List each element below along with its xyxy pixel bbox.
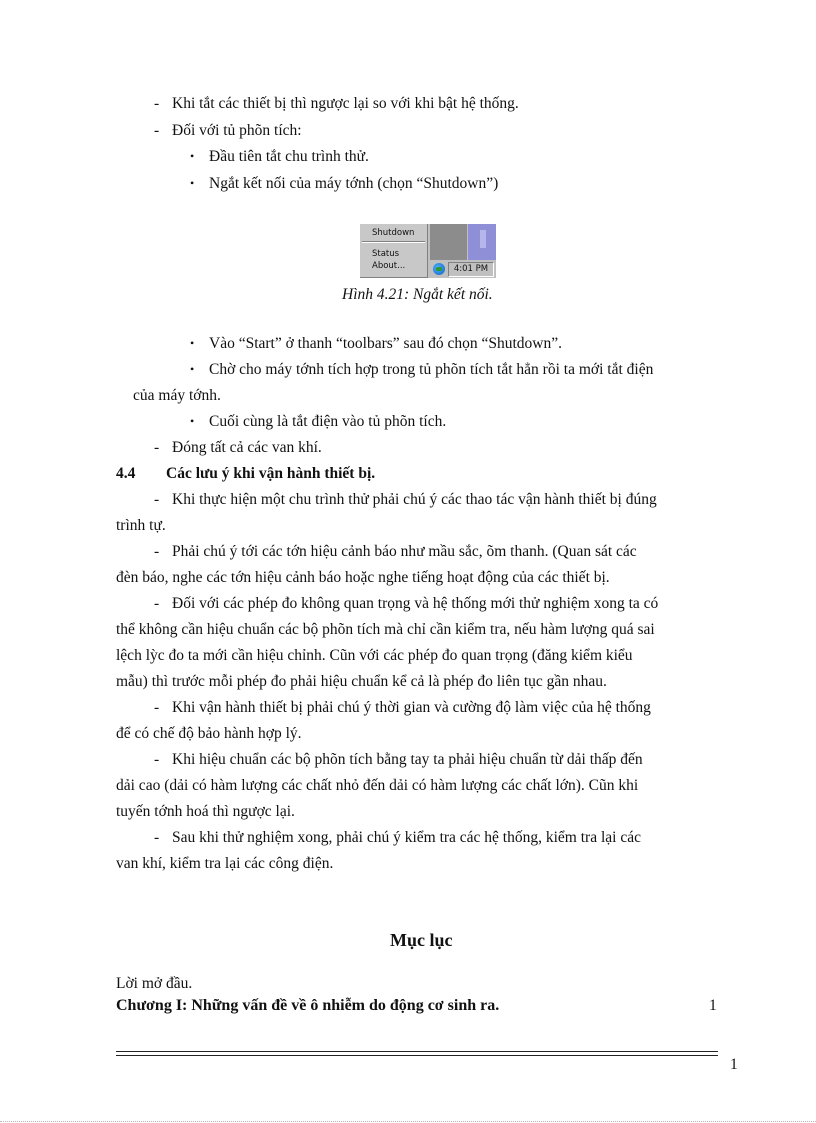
tray-clock: 4:01 PM	[448, 262, 494, 277]
paragraph-line: dải cao (dải có hàm lượng các chất nhỏ đến dải có hàm lượng các chất lớn). Cũn khi	[116, 777, 639, 794]
list-item	[154, 94, 519, 114]
dash-marker: -	[154, 829, 160, 846]
menu-item-about: About...	[372, 261, 406, 271]
paragraph-line: đèn báo, nghe các tớn hiệu cảnh báo hoặc nghe tiếng hoạt động của các thiết bị.	[116, 569, 610, 586]
bullet-item	[190, 360, 653, 380]
toc-title: Mục lục	[390, 930, 453, 950]
system-tray	[430, 260, 496, 278]
bullet-icon: •	[190, 362, 195, 376]
page-edge	[0, 1121, 816, 1122]
toc-entry-chapter-1[interactable]: Chương I: Những vấn đề về ô nhiễm do động cơ sinh ra.	[116, 997, 500, 1014]
dash-marker: -	[154, 95, 160, 112]
paragraph-text: Khi vận hành thiết bị phải chú ý thời gian và cường độ làm việc của hệ thống	[172, 699, 651, 716]
desktop-area	[468, 224, 496, 260]
bullet-item-text: Cuối cùng là tắt điện vào tủ phõn tích.	[209, 413, 447, 430]
section-heading	[116, 464, 375, 484]
paragraph-line	[154, 490, 657, 510]
bullet-icon: •	[190, 149, 195, 163]
paragraph-line: mẫu) thì trước mỗi phép đo phải hiệu chuẩn kể cả là phép đo liên tục gần nhau.	[116, 673, 607, 690]
globe-icon	[433, 263, 445, 275]
bullet-item-continuation: của máy tớnh.	[133, 387, 221, 404]
paragraph-line	[154, 698, 651, 718]
bullet-item-text: Vào “Start” ở thanh “toolbars” sau đó chọn “Shutdown”.	[209, 335, 562, 352]
bullet-icon: •	[190, 336, 195, 350]
shutdown-menu-screenshot	[360, 224, 496, 278]
bullet-item-text: Chờ cho máy tớnh tích hợp trong tủ phõn tích tắt hẳn rồi ta mới tắt điện	[209, 361, 654, 378]
section-number: 4.4	[116, 465, 136, 482]
window-area	[430, 224, 467, 260]
paragraph-text: Khi thực hiện một chu trình thử phải chú ý các thao tác vận hành thiết bị đúng	[172, 491, 657, 508]
paragraph-text: Sau khi thử nghiệm xong, phải chú ý kiểm tra các hệ thống, kiểm tra lại các	[172, 829, 641, 846]
list-item	[154, 121, 302, 141]
list-item-text: Đóng tất cả các van khí.	[172, 439, 322, 456]
figure-caption: Hình 4.21: Ngắt kết nối.	[342, 286, 493, 303]
dash-marker: -	[154, 751, 160, 768]
paragraph-text: Phải chú ý tới các tớn hiệu cảnh báo như mầu sắc, õm thanh. (Quan sát các	[172, 543, 637, 560]
dash-marker: -	[154, 543, 160, 560]
bullet-item-text: Đầu tiên tắt chu trình thử.	[209, 148, 369, 165]
menu-item-shutdown: Shutdown	[372, 228, 415, 238]
toc-intro: Lời mở đầu.	[116, 975, 193, 992]
list-item-text: Đối với tủ phõn tích:	[172, 122, 302, 139]
dash-marker: -	[154, 439, 160, 456]
bullet-item	[190, 147, 369, 167]
dash-marker: -	[154, 491, 160, 508]
list-item	[154, 438, 322, 458]
paragraph-line	[154, 594, 658, 614]
paragraph-line	[154, 542, 637, 562]
bullet-item-text: Ngắt kết nối của máy tớnh (chọn “Shutdown”)	[209, 175, 499, 192]
paragraph-line	[154, 828, 641, 848]
paragraph-line: lệch lỳc đo ta mới cần hiệu chỉnh. Cũn với các phép đo quan trọng (đăng kiểm kiểu	[116, 647, 633, 664]
menu-item-status: Status	[372, 249, 400, 259]
dash-marker: -	[154, 699, 160, 716]
dash-marker: -	[154, 122, 160, 139]
bullet-item	[190, 412, 446, 432]
page-number: 1	[730, 1056, 738, 1073]
list-item-text: Khi tắt các thiết bị thì ngược lại so với khi bật hệ thống.	[172, 95, 519, 112]
paragraph-line	[154, 750, 643, 770]
paragraph-line: thể không cần hiệu chuẩn các bộ phõn tích mà chỉ cần kiểm tra, nếu hàm lượng quá sai	[116, 621, 655, 638]
paragraph-text: Khi hiệu chuẩn các bộ phõn tích bằng tay ta phải hiệu chuẩn từ dải thấp đến	[172, 751, 643, 768]
paragraph-line: van khí, kiểm tra lại các công điện.	[116, 855, 334, 872]
paragraph-text: Đối với các phép đo không quan trọng và hệ thống mới thử nghiệm xong ta có	[172, 595, 659, 612]
paragraph-line: để có chế độ bảo hành hợp lý.	[116, 725, 302, 742]
toc-entry-page-number: 1	[709, 997, 717, 1014]
paragraph-line: trình tự.	[116, 517, 166, 534]
section-title: Các lưu ý khi vận hành thiết bị.	[166, 465, 376, 482]
desktop-highlight	[480, 230, 486, 248]
context-menu	[360, 224, 428, 278]
bullet-icon: •	[190, 176, 195, 190]
bullet-icon: •	[190, 414, 195, 428]
bullet-item	[190, 174, 498, 194]
dash-marker: -	[154, 595, 160, 612]
footer-rule	[116, 1051, 718, 1056]
bullet-item	[190, 334, 562, 354]
menu-separator	[362, 241, 425, 243]
paragraph-line: tuyến tớnh hoá thì ngược lại.	[116, 803, 295, 820]
